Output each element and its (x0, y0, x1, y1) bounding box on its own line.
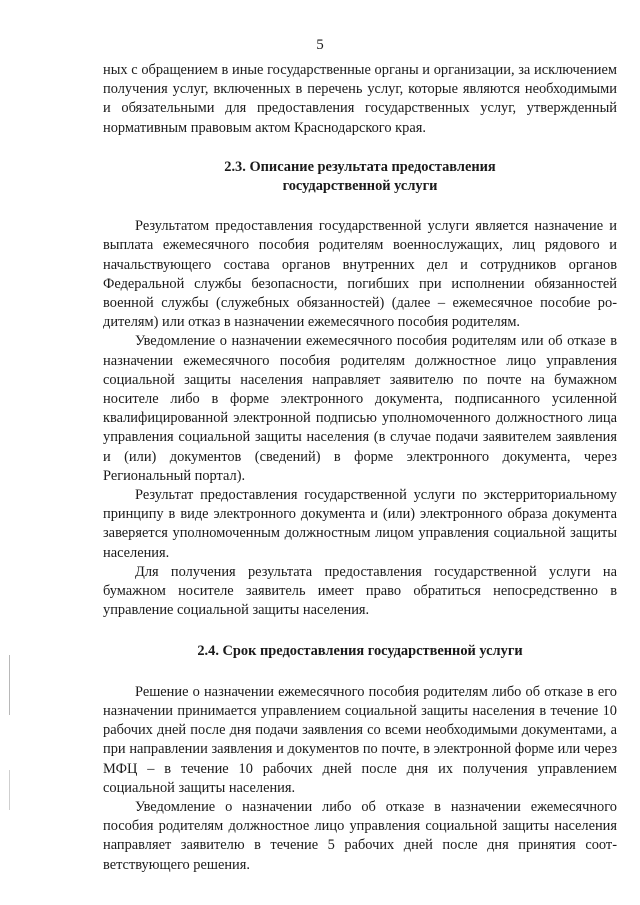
paragraph-result: Результатом предоставления государственной услуги является назначение и выплата ежемесячного пособия родителям военнослужащих, лиц рядового и начальствующего состава органов внутренних дел и сотрудников органов Федеральной службы безопасности, погибших при исполнении обязанностей военной службы (служебных обязанностей) (далее – ежемесячное пособие родителям) или отказ в назначении ежемесячного пособия родителям. (103, 218, 617, 331)
paragraph-decision-term: Решение о назначении ежемесячного пособия родителям либо об отказе в его назначении принимается управлением социальной защиты населения в течение 10 рабочих дней после дня подачи заявления со всеми необходимыми документами, а при направлении заявления и документов по почте, в электронной форме или через МФЦ – в течение 10 рабочих дней после дня их получения управлением социальной защиты населения. (103, 683, 617, 796)
paragraph-notification-term: Уведомление о назначении либо об отказе в назначении ежемесячного пособия родителям должностное лицо управления социальной защиты населения направляет заявителю в течение 5 рабочих дней после дня принятия соответствующего решения. (103, 798, 617, 873)
page-number: 5 (316, 37, 324, 53)
section-heading-line: 2.3. Описание результата предоставления (224, 158, 496, 175)
section-heading-2-3 (103, 158, 617, 196)
paragraph-paper-result: Для получения результата предоставления государственной услуги на бумажном носителе заявитель имеет право обратиться непосредственно в управление социальной защиты населения. (103, 563, 617, 619)
section-heading-line: государственной услуги (282, 178, 438, 195)
scan-artifact-line (9, 770, 10, 810)
section-heading-2-4 (103, 642, 617, 661)
intro-paragraph: ных с обращением в иные государственные органы и организации, за исключением получения услуг, включенных в перечень услуг, которые являются необходимыми и обязательными для предоставления государственных услуг, утвержденный нормативным правовым актом Краснодарского края. (103, 62, 617, 136)
section-heading-line: 2.4. Срок предоставления государственной услуги (197, 643, 523, 660)
paragraph-notification: Уведомление о назначении ежемесячного пособия родителям или об отказе в назначении ежемесячного пособия родителям должностное лицо управления социальной защиты населения направляет заявителю по почте на бумажном носителе либо в форме электронного документа, подписанного усиленной квалифицированной электронной подписью уполномоченного должностного лица управления социальной защиты населения (в случае подачи заявителем заявления и (или) документов (сведений) в форме электронного документа, через Региональный портал). (103, 333, 617, 484)
paragraph-extraterritorial: Результат предоставления государственной услуги по экстерриториальному принципу в виде электронного документа и (или) электронного образа документа заверяется уполномоченным должностным лицом управления социальной защиты населения. (103, 487, 617, 561)
document-body (103, 61, 617, 875)
scan-artifact-line (9, 655, 10, 715)
